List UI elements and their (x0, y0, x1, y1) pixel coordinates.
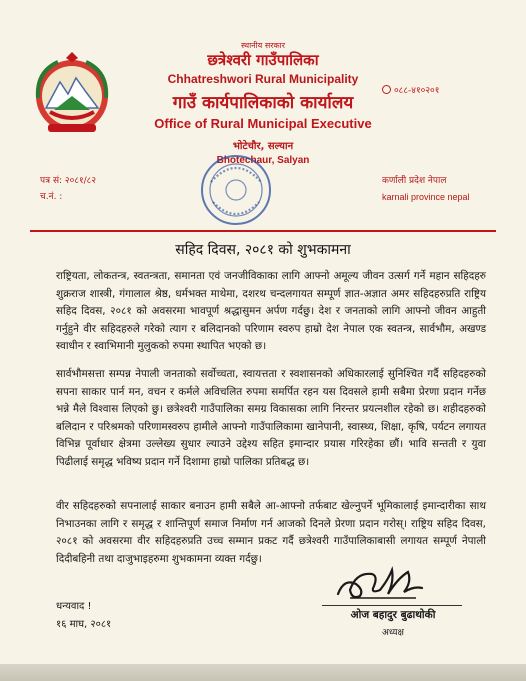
municipality-name-en: Chhatreshwori Rural Municipality (167, 72, 359, 86)
paragraph-1: राष्ट्रियता, लोकतन्त्र, स्वतन्त्रता, समानता एवं जनजीविकाका लागि आफ्नो अमूल्य जीवन उत्सर्ग गर्ने महान सहिदहरु शुक्रराज शास्त्री, गंगालाल श्रेष्ठ, धर्मभक्त माथेमा, दशरथ चन्दलगायत सम्पूर्ण ज्ञात-अज्ञात अमर सहिदहरुप्रति राष्ट्रिय सहिद दिवस, २०८१ को अवसरमा भावपूर्ण श्रद्धासुमन अर्पण गर्दछु। देश र जनताको लागि आफ्नो जीवन आहुती गर्नुहुने वीर सहिदहरुले गरेको त्याग र बलिदानको परिणाम स्वरुप हाम्रो देश नेपाल एक स्वतन्त्र, सार्वभौम, अखण्ड स्वाधीन र स्वाभिमानी मुलुकको रुपमा स्थापित भएको छ। (56, 270, 486, 352)
dispatch-number: च.नं. : (40, 192, 63, 202)
municipality-name-np: छत्रेश्वरी गाउँपालिका (207, 51, 319, 69)
reference-left (40, 173, 96, 205)
signatory-name: ओज बहादुर बुढाथोकी (350, 609, 436, 621)
paragraph-3: वीर सहिदहरुको सपनालाई साकार बनाउन हामी सबैले आ-आफ्नो तर्फबाट खेल्नुपर्ने भूमिकालाई इमान्दारीका साथ निभाउनका लागि र समृद्ध र शान्तिपूर्ण समाज निर्माण गर्न आजको दिनले प्रेरणा प्रदान गरोस्। राष्ट्रिय सहिद दिवस, २०८१ को अवसरमा वीर सहिदहरुप्रति उच्च सम्मान प्रकट गर्दै छत्रेश्वरी गाउँपालिकाबासी लगायत सम्पूर्ण नेपाली दिदीबहिनी तथा दाजुभाइहरुमा शुभकामना व्यक्त गर्दछु। (56, 500, 486, 565)
reference-right (382, 173, 470, 205)
paragraph-2: सार्वभौमसत्ता सम्पन्न नेपाली जनताको सर्वोच्चता, स्वायत्तता र स्वशासनको अधिकारलाई सुनिश्चित गर्दै सहिदहरुको सपना साकार पार्न मन, वचन र कर्मले अविचलित रुपमा समर्पित रहन यस दिवसले हामी सबैमा प्रेरणा प्रदान गर्नेछ भन्ने मैले विश्वास लिएको छु। छत्रेश्वरी गाउँपालिका समग्र विकासका लागि निरन्तर प्रयत्नशील रहेको छ। शहीदहरुको बलिदान र परिश्रमको परिणामस्वरुप हामीले आफ्नो गाउँपालिकामा खानेपानी, स्वास्थ्य, शिक्षा, कृषि, पर्यटन लगायत विभिन्न पूर्वाधार क्षेत्रमा उल्लेख्य सुधार ल्याउने उद्देश्य सहित इमान्दार प्रयास गरिरहेका छौं। भावि सन्तती र युवा पिढीलाई समृद्ध भविष्य प्रदान गर्ने दिशामा हाम्रो पालिका प्रतिबद्ध छ। (56, 368, 486, 468)
bottom-border (0, 664, 526, 681)
closing-thanks: धन्यवाद ! (56, 601, 92, 612)
office-name-en: Office of Rural Municipal Executive (154, 116, 372, 131)
header-small-label: स्थानीय सरकार (241, 41, 285, 50)
signature-line (322, 605, 462, 606)
phone-number (382, 83, 439, 96)
phone-icon (382, 85, 391, 94)
signatory-title: अध्यक्ष (382, 628, 404, 638)
province-np: कर्णाली प्रदेश नेपाल (382, 176, 447, 186)
office-stamp-icon (197, 152, 275, 228)
letter-number: पत्र सं: २०८१/८२ (40, 176, 97, 186)
header-divider (30, 230, 496, 232)
address-np: भोटेचौर, सल्यान (232, 141, 294, 152)
phone-text: ०८८-४१०२०१ (394, 86, 440, 96)
closing-block (56, 598, 111, 634)
closing-date: १६ माघ, २०८१ (56, 619, 112, 630)
office-name-np: गाउँ कार्यपालिकाको कार्यालय (172, 93, 354, 113)
address-en: Bhotechaur, Salyan (216, 155, 310, 166)
letter-title: सहिद दिवस, २०८१ को शुभकामना (175, 242, 351, 258)
province-en: karnali province nepal (382, 192, 470, 202)
signature-icon (330, 560, 430, 604)
